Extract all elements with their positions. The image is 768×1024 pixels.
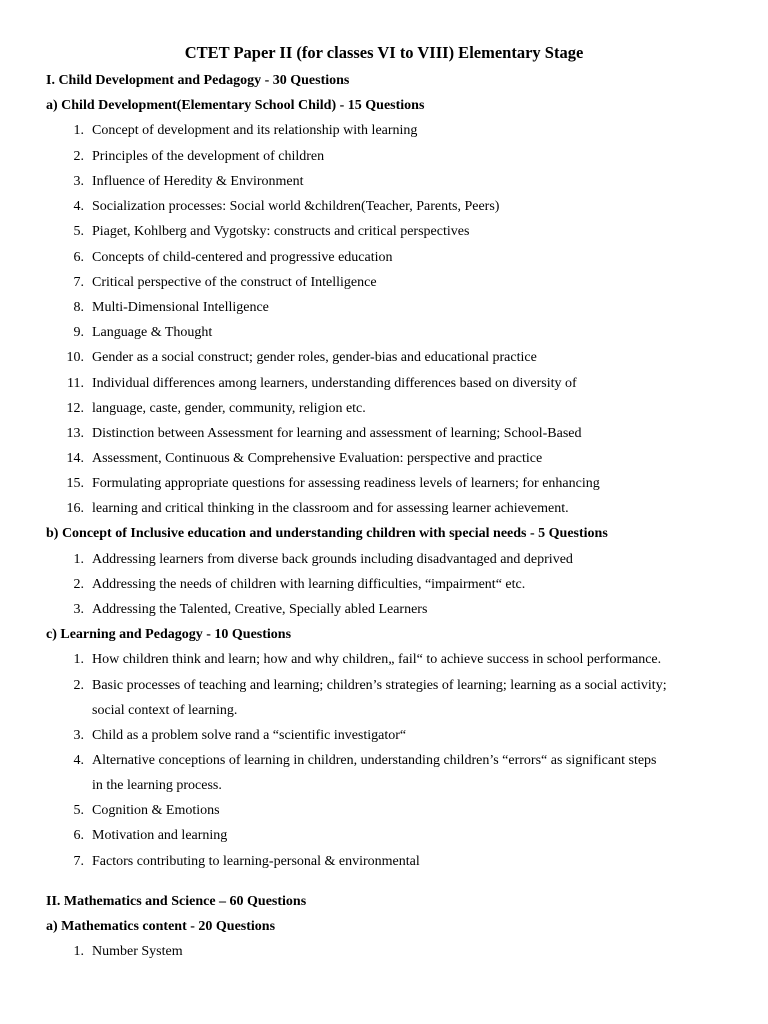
item-text: Addressing the Talented, Creative, Specially abled Learners bbox=[92, 602, 428, 617]
item-number: 7. bbox=[73, 275, 84, 290]
item-number: 14. bbox=[66, 451, 84, 466]
item-text: Assessment, Continuous & Comprehensive Evaluation: perspective and practice bbox=[92, 451, 543, 466]
item-continuation-text: in the learning process. bbox=[92, 778, 222, 793]
item-text: Number System bbox=[92, 944, 183, 959]
item-number: 1. bbox=[73, 652, 84, 667]
item-text: Gender as a social construct; gender roles, gender-bias and educational practice bbox=[92, 350, 537, 365]
item-number: 6. bbox=[73, 828, 84, 843]
item-number: 6. bbox=[73, 250, 84, 265]
item-number: 9. bbox=[73, 325, 84, 340]
item-text: Alternative conceptions of learning in children, understanding children’s “errors“ as significant steps bbox=[92, 753, 657, 768]
item-text: language, caste, gender, community, religion etc. bbox=[92, 401, 366, 416]
item-text: Child as a problem solve rand a “scientific investigator“ bbox=[92, 728, 407, 743]
section-heading: II. Mathematics and Science – 60 Questions bbox=[46, 894, 307, 909]
item-text: Addressing learners from diverse back grounds including disadvantaged and deprived bbox=[92, 552, 573, 567]
item-number: 10. bbox=[66, 350, 84, 365]
item-number: 1. bbox=[73, 123, 84, 138]
item-number: 2. bbox=[73, 577, 84, 592]
item-number: 2. bbox=[73, 149, 84, 164]
document-title: CTET Paper II (for classes VI to VIII) Elementary Stage bbox=[184, 43, 584, 62]
item-number: 7. bbox=[73, 854, 84, 869]
item-text: Factors contributing to learning-personal & environmental bbox=[92, 854, 420, 869]
item-number: 1. bbox=[73, 552, 84, 567]
subsection-heading: a) Child Development(Elementary School Child) - 15 Questions bbox=[46, 98, 425, 113]
item-text: Motivation and learning bbox=[92, 828, 228, 843]
item-number: 5. bbox=[73, 803, 84, 818]
item-number: 4. bbox=[73, 753, 84, 768]
item-text: Distinction between Assessment for learning and assessment of learning; School-Based bbox=[92, 426, 582, 441]
item-text: Language & Thought bbox=[92, 325, 213, 340]
item-text: Basic processes of teaching and learning; children’s strategies of learning; learning as a social activity; bbox=[92, 678, 667, 693]
item-number: 16. bbox=[66, 501, 84, 516]
item-text: Critical perspective of the construct of Intelligence bbox=[92, 275, 377, 290]
item-continuation-text: social context of learning. bbox=[92, 703, 238, 718]
item-text: Concepts of child-centered and progressive education bbox=[92, 250, 393, 265]
item-text: Addressing the needs of children with learning difficulties, “impairment“ etc. bbox=[92, 577, 526, 592]
item-number: 11. bbox=[67, 376, 84, 391]
item-number: 3. bbox=[73, 602, 84, 617]
item-text: Cognition & Emotions bbox=[92, 803, 220, 818]
item-number: 12. bbox=[66, 401, 84, 416]
item-text: Socialization processes: Social world &children(Teacher, Parents, Peers) bbox=[92, 199, 500, 214]
item-text: Influence of Heredity & Environment bbox=[92, 174, 304, 189]
subsection-heading: b) Concept of Inclusive education and understanding children with special needs - 5 Questions bbox=[46, 526, 608, 541]
item-number: 8. bbox=[73, 300, 84, 315]
item-number: 3. bbox=[73, 728, 84, 743]
item-text: Piaget, Kohlberg and Vygotsky: constructs and critical perspectives bbox=[92, 224, 470, 239]
item-text: Multi-Dimensional Intelligence bbox=[92, 300, 269, 315]
item-text: Formulating appropriate questions for assessing readiness levels of learners; for enhancing bbox=[92, 476, 600, 491]
item-number: 1. bbox=[73, 944, 84, 959]
item-text: Individual differences among learners, understanding differences based on diversity of bbox=[92, 376, 577, 391]
item-text: learning and critical thinking in the classroom and for assessing learner achievement. bbox=[92, 501, 569, 516]
item-text: Concept of development and its relationship with learning bbox=[92, 123, 418, 138]
subsection-heading: a) Mathematics content - 20 Questions bbox=[46, 919, 276, 934]
item-number: 3. bbox=[73, 174, 84, 189]
item-number: 4. bbox=[73, 199, 84, 214]
item-number: 13. bbox=[66, 426, 84, 441]
item-text: Principles of the development of children bbox=[92, 149, 325, 164]
section-heading: I. Child Development and Pedagogy - 30 Questions bbox=[46, 73, 350, 88]
item-number: 2. bbox=[73, 678, 84, 693]
item-number: 15. bbox=[66, 476, 84, 491]
item-number: 5. bbox=[73, 224, 84, 239]
item-text: How children think and learn; how and why children„ fail“ to achieve success in school performance. bbox=[92, 652, 662, 667]
subsection-heading: c) Learning and Pedagogy - 10 Questions bbox=[46, 627, 292, 642]
